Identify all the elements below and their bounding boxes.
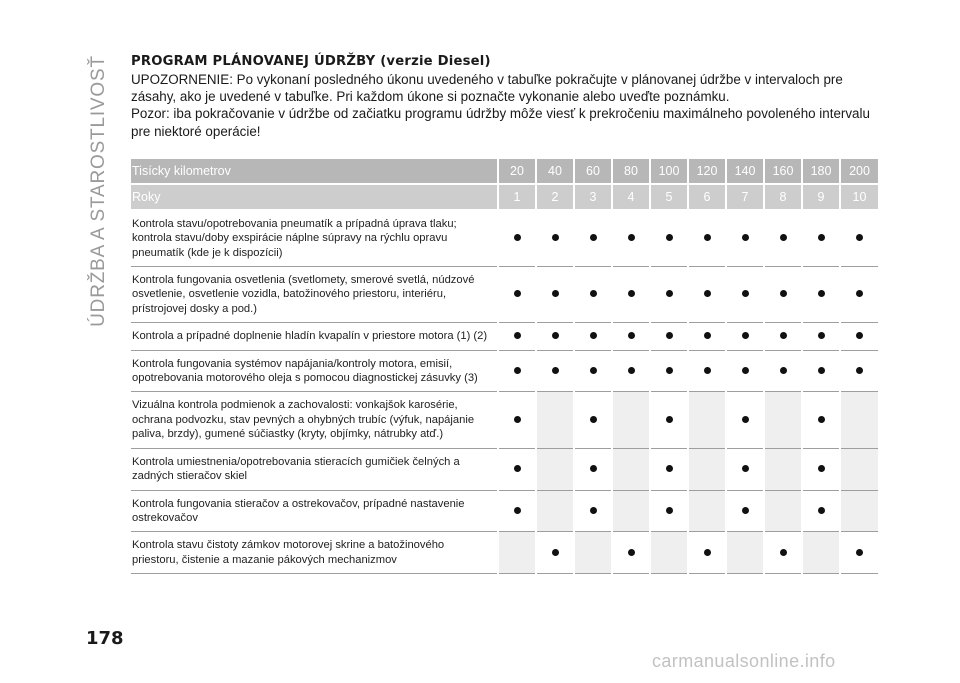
scheduled-dot-icon — [704, 332, 711, 339]
scheduled-cell — [688, 532, 726, 574]
scheduled-cell — [726, 210, 764, 267]
table-row — [131, 532, 878, 574]
scheduled-cell — [612, 350, 650, 392]
scheduled-cell — [650, 490, 688, 532]
scheduled-dot-icon — [514, 367, 521, 374]
table-row — [131, 267, 878, 323]
scheduled-dot-icon — [666, 367, 673, 374]
scheduled-cell — [574, 350, 612, 392]
warning-paragraph: UPOZORNENIE: Po vykonaní posledného úkonu uvedeného v tabuľke pokračujte v plánovanej údržbe v intervaloch pre zásahy, ako je uvedené v tabuľke. Pri každom úkone si poznačte vykonanie alebo uveďte poznámku. — [131, 72, 843, 105]
scheduled-dot-icon — [590, 332, 597, 339]
not-scheduled-cell — [840, 490, 878, 532]
scheduled-cell — [726, 490, 764, 532]
scheduled-cell — [650, 350, 688, 392]
table-row — [131, 448, 878, 490]
km-header-cell: 120 — [688, 159, 726, 184]
scheduled-cell — [574, 323, 612, 350]
scheduled-dot-icon — [552, 367, 559, 374]
page-content — [131, 54, 878, 574]
scheduled-dot-icon — [704, 549, 711, 556]
scheduled-cell — [726, 350, 764, 392]
table-row — [131, 490, 878, 532]
side-section-title-text: ÚDRŽBA A STAROSTLIVOSŤ — [88, 55, 110, 327]
operation-description: Kontrola umiestnenia/opotrebovania stieracích gumičiek čelných a zadných stieračov skiel — [131, 448, 498, 490]
scheduled-dot-icon — [704, 234, 711, 241]
caution-paragraph: Pozor: iba pokračovanie v údržbe od začiatku programu údržby môže viesť k prekročeniu maximálneho povoleného intervalu pre niektoré operácie! — [131, 106, 870, 139]
scheduled-dot-icon — [780, 367, 787, 374]
scheduled-dot-icon — [742, 234, 749, 241]
scheduled-cell — [726, 267, 764, 323]
table-row — [131, 350, 878, 392]
operation-description: Vizuálna kontrola podmienok a zachovalosti: vonkajšok karosérie, ochrana podvozku, stav pevných a ohybných trubíc (výfuk, napájanie paliva, brzdy), gumené súčiastky (kryty, objímky, nátrubky atď.) — [131, 392, 498, 448]
not-scheduled-cell — [536, 392, 574, 448]
scheduled-cell — [802, 392, 840, 448]
scheduled-cell — [612, 267, 650, 323]
scheduled-cell — [726, 392, 764, 448]
scheduled-dot-icon — [818, 234, 825, 241]
not-scheduled-cell — [536, 490, 574, 532]
scheduled-dot-icon — [780, 234, 787, 241]
table-row — [131, 210, 878, 267]
operation-description: Kontrola a prípadné doplnenie hladín kvapalín v priestore motora (1) (2) — [131, 323, 498, 350]
not-scheduled-cell — [612, 392, 650, 448]
scheduled-dot-icon — [818, 465, 825, 472]
operation-description: Kontrola fungovania stieračov a ostrekovačov, prípadné nastavenie ostrekovačov — [131, 490, 498, 532]
km-header-cell: 200 — [840, 159, 878, 184]
scheduled-dot-icon — [780, 332, 787, 339]
not-scheduled-cell — [574, 532, 612, 574]
not-scheduled-cell — [764, 490, 802, 532]
scheduled-dot-icon — [818, 367, 825, 374]
scheduled-dot-icon — [628, 234, 635, 241]
km-header-cell: 160 — [764, 159, 802, 184]
scheduled-dot-icon — [590, 290, 597, 297]
km-header-cell: 20 — [498, 159, 536, 184]
operation-description: Kontrola stavu/opotrebovania pneumatík a prípadná úprava tlaku; kontrola stavu/doby exspirácie náplne súpravy na rýchlu opravu pneumatík (kde je k dispozícii) — [131, 210, 498, 267]
scheduled-cell — [764, 532, 802, 574]
km-header-cell: 40 — [536, 159, 574, 184]
scheduled-cell — [650, 392, 688, 448]
not-scheduled-cell — [612, 448, 650, 490]
year-header-cell: 6 — [688, 184, 726, 210]
scheduled-dot-icon — [742, 367, 749, 374]
scheduled-cell — [802, 267, 840, 323]
not-scheduled-cell — [498, 532, 536, 574]
not-scheduled-cell — [840, 448, 878, 490]
scheduled-dot-icon — [856, 290, 863, 297]
km-header-row — [131, 159, 878, 184]
scheduled-dot-icon — [818, 507, 825, 514]
scheduled-cell — [688, 267, 726, 323]
scheduled-cell — [688, 323, 726, 350]
watermark-text: carmanualsonline.info — [652, 651, 836, 671]
scheduled-dot-icon — [704, 367, 711, 374]
operation-description: Kontrola fungovania osvetlenia (svetlomety, smerové svetlá, núdzové osvetlenie, osvetlenie vozidla, batožinového priestoru, interiéru, prístrojovej dosky a pod.) — [131, 267, 498, 323]
scheduled-cell — [536, 210, 574, 267]
scheduled-cell — [726, 448, 764, 490]
scheduled-cell — [574, 210, 612, 267]
scheduled-cell — [802, 448, 840, 490]
not-scheduled-cell — [688, 392, 726, 448]
side-section-title — [84, 46, 114, 336]
scheduled-cell — [840, 350, 878, 392]
scheduled-dot-icon — [742, 416, 749, 423]
scheduled-cell — [536, 323, 574, 350]
scheduled-dot-icon — [590, 234, 597, 241]
year-header-cell: 3 — [574, 184, 612, 210]
scheduled-dot-icon — [552, 332, 559, 339]
not-scheduled-cell — [802, 532, 840, 574]
operation-description: Kontrola fungovania systémov napájania/kontroly motora, emisií, opotrebovania motorového oleja s pomocou diagnostickej zásuvky (3) — [131, 350, 498, 392]
scheduled-cell — [498, 448, 536, 490]
scheduled-dot-icon — [552, 290, 559, 297]
scheduled-dot-icon — [552, 549, 559, 556]
scheduled-dot-icon — [666, 290, 673, 297]
scheduled-dot-icon — [856, 549, 863, 556]
scheduled-dot-icon — [590, 507, 597, 514]
km-header-cell: 60 — [574, 159, 612, 184]
year-header-cell: 4 — [612, 184, 650, 210]
scheduled-dot-icon — [590, 416, 597, 423]
scheduled-dot-icon — [590, 465, 597, 472]
scheduled-cell — [688, 210, 726, 267]
scheduled-dot-icon — [780, 290, 787, 297]
scheduled-cell — [498, 350, 536, 392]
scheduled-cell — [764, 267, 802, 323]
scheduled-dot-icon — [666, 507, 673, 514]
operation-description: Kontrola stavu čistoty zámkov motorovej skrine a batožinového priestoru, čistenie a mazanie pákových mechanizmov — [131, 532, 498, 574]
scheduled-dot-icon — [856, 367, 863, 374]
table-header — [131, 159, 878, 210]
scheduled-cell — [498, 210, 536, 267]
table-row — [131, 392, 878, 448]
scheduled-cell — [840, 532, 878, 574]
scheduled-dot-icon — [590, 367, 597, 374]
scheduled-cell — [498, 392, 536, 448]
year-header-cell: 5 — [650, 184, 688, 210]
scheduled-cell — [650, 210, 688, 267]
not-scheduled-cell — [688, 490, 726, 532]
scheduled-dot-icon — [818, 416, 825, 423]
scheduled-cell — [802, 490, 840, 532]
scheduled-cell — [840, 267, 878, 323]
year-header-cell: 7 — [726, 184, 764, 210]
scheduled-cell — [802, 210, 840, 267]
scheduled-dot-icon — [780, 549, 787, 556]
scheduled-dot-icon — [666, 416, 673, 423]
scheduled-dot-icon — [666, 234, 673, 241]
scheduled-dot-icon — [628, 332, 635, 339]
scheduled-cell — [574, 392, 612, 448]
scheduled-cell — [536, 350, 574, 392]
scheduled-dot-icon — [666, 465, 673, 472]
scheduled-cell — [650, 448, 688, 490]
scheduled-dot-icon — [856, 332, 863, 339]
year-header-cell: 8 — [764, 184, 802, 210]
scheduled-dot-icon — [514, 234, 521, 241]
scheduled-cell — [498, 267, 536, 323]
scheduled-cell — [574, 267, 612, 323]
scheduled-dot-icon — [818, 332, 825, 339]
scheduled-cell — [840, 323, 878, 350]
scheduled-dot-icon — [818, 290, 825, 297]
scheduled-cell — [612, 532, 650, 574]
not-scheduled-cell — [840, 392, 878, 448]
scheduled-dot-icon — [514, 507, 521, 514]
scheduled-dot-icon — [514, 416, 521, 423]
km-header-cell: 80 — [612, 159, 650, 184]
scheduled-dot-icon — [666, 332, 673, 339]
scheduled-dot-icon — [628, 290, 635, 297]
not-scheduled-cell — [650, 532, 688, 574]
scheduled-dot-icon — [704, 290, 711, 297]
year-header-cell: 9 — [802, 184, 840, 210]
scheduled-cell — [574, 490, 612, 532]
scheduled-cell — [764, 350, 802, 392]
scheduled-dot-icon — [856, 234, 863, 241]
scheduled-cell — [688, 350, 726, 392]
year-header-cell: 1 — [498, 184, 536, 210]
not-scheduled-cell — [764, 448, 802, 490]
scheduled-dot-icon — [514, 465, 521, 472]
table-row — [131, 323, 878, 350]
scheduled-cell — [612, 210, 650, 267]
scheduled-cell — [764, 210, 802, 267]
scheduled-cell — [764, 323, 802, 350]
scheduled-cell — [840, 210, 878, 267]
scheduled-dot-icon — [628, 549, 635, 556]
year-header-label: Roky — [131, 184, 498, 210]
scheduled-cell — [802, 323, 840, 350]
year-header-row — [131, 184, 878, 210]
scheduled-cell — [650, 323, 688, 350]
km-header-cell: 140 — [726, 159, 764, 184]
km-header-label: Tisícky kilometrov — [131, 159, 498, 184]
km-header-cell: 100 — [650, 159, 688, 184]
scheduled-cell — [498, 490, 536, 532]
year-header-cell: 2 — [536, 184, 574, 210]
page-number: 178 — [86, 628, 124, 649]
scheduled-cell — [650, 267, 688, 323]
scheduled-dot-icon — [742, 290, 749, 297]
scheduled-dot-icon — [514, 290, 521, 297]
scheduled-cell — [536, 267, 574, 323]
scheduled-cell — [498, 323, 536, 350]
km-header-cell: 180 — [802, 159, 840, 184]
scheduled-dot-icon — [552, 234, 559, 241]
scheduled-cell — [536, 532, 574, 574]
page-heading: PROGRAM PLÁNOVANEJ ÚDRŽBY (verzie Diesel) — [131, 54, 491, 69]
not-scheduled-cell — [612, 490, 650, 532]
scheduled-dot-icon — [742, 507, 749, 514]
not-scheduled-cell — [688, 448, 726, 490]
maintenance-schedule-table — [131, 159, 878, 574]
not-scheduled-cell — [536, 448, 574, 490]
scheduled-cell — [612, 323, 650, 350]
scheduled-dot-icon — [514, 332, 521, 339]
scheduled-cell — [802, 350, 840, 392]
scheduled-dot-icon — [628, 367, 635, 374]
not-scheduled-cell — [764, 392, 802, 448]
scheduled-dot-icon — [742, 465, 749, 472]
scheduled-cell — [574, 448, 612, 490]
table-body — [131, 210, 878, 574]
year-header-cell: 10 — [840, 184, 878, 210]
scheduled-cell — [726, 323, 764, 350]
scheduled-dot-icon — [742, 332, 749, 339]
not-scheduled-cell — [726, 532, 764, 574]
